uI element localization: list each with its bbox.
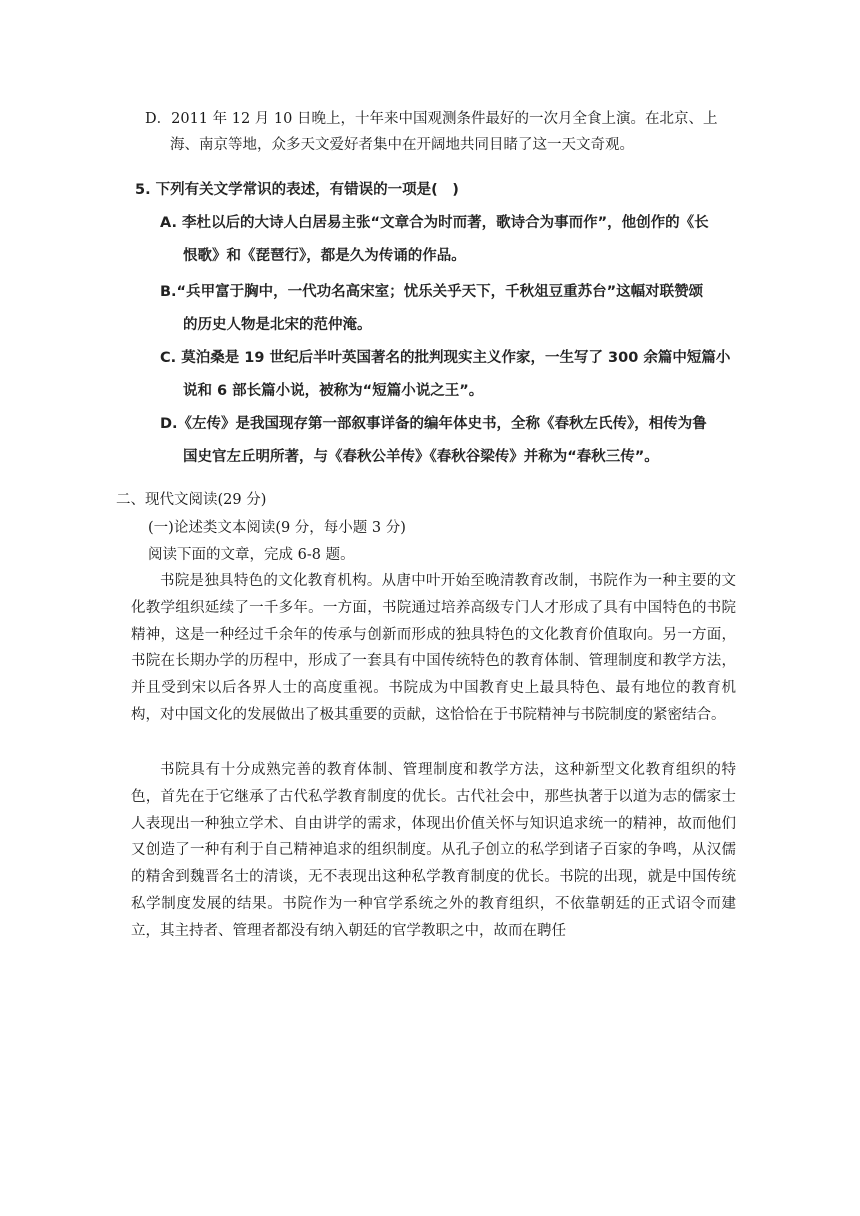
subsection-title: (一)论述类文本阅读(9 分，每小题 3 分)	[148, 520, 406, 536]
article-paragraph-1: 书院是独具特色的文化教育机构。从唐中叶开始至晚清教育改制，书院作为一种主要的文化教学组织延续了一千多年。一方面，书院通过培养高级专门人才形成了具有中国特色的书院精神，这是一种经过千余年的传承与创新而形成的独具特色的文化教育价值取向。另一方面，书院在长期办学的历程中，形成了一套具有中国传统特色的教育体制、管理制度和教学方法，并且受到宋以后各界人士的高度重视。书院成为中国教育史上最具特色、最有地位的教育机构，对中国文化的发展做出了极其重要的贡献，这恰恰在于书院精神与书院制度的紧密结合。	[131, 573, 736, 723]
q5-option-d-line1: D.《左传》是我国现存第一部叙事详备的编年体史书，全称《春秋左氏传》，相传为鲁	[160, 416, 707, 432]
q4-option-d-line2: 海、南京等地，众多天文爱好者集中在开阔地共同目睹了这一天文奇观。	[170, 137, 634, 153]
q5-option-c-line1: C. 莫泊桑是 19 世纪后半叶英国著名的批判现实主义作家，一生写了 300 余篇中短篇小	[160, 350, 731, 366]
q5-option-a-line1: A. 李杜以后的大诗人白居易主张“文章合为时而著，歌诗合为事而作”，他创作的《长	[160, 215, 709, 231]
q4-option-d-line1: D．2011 年 12 月 10 日晚上，十年来中国观测条件最好的一次月全食上演。在北京、上	[145, 111, 718, 127]
q5-option-b-line2: 的历史人物是北宋的范仲淹。	[183, 317, 372, 333]
reading-instruction: 阅读下面的文章，完成 6-8 题。	[148, 547, 355, 563]
q5-option-d-line2: 国史官左丘明所著，与《春秋公羊传》《春秋谷梁传》并称为“春秋三传”。	[183, 449, 659, 465]
section-title: 二、现代文阅读(29 分)	[116, 492, 267, 508]
article-paragraph-2: 书院具有十分成熟完善的教育体制、管理制度和教学方法，这种新型文化教育组织的特色，首先在于它继承了古代私学教育制度的优长。古代社会中，那些执著于以道为志的儒家士人表现出一种独立学术、自由讲学的需求，体现出价值关怀与知识追求统一的精神，故而他们又创造了一种有利于自己精神追求的组织制度。从孔子创立的私学到诸子百家的争鸣，从汉儒的精舍到魏晋名士的清谈，无不表现出这种私学教育制度的优长。书院的出现，就是中国传统私学制度发展的结果。书院作为一种官学系统之外的教育组织，不依靠朝廷的正式诏令而建立，其主持者、管理者都没有纳入朝廷的官学教职之中，故而在聘任	[131, 762, 736, 939]
q5-question: 5. 下列有关文学常识的表述，有错误的一项是( )	[135, 182, 459, 198]
q5-option-a-line2: 恨歌》和《琵琶行》，都是久为传诵的作品。	[183, 248, 466, 264]
q5-option-c-line2: 说和 6 部长篇小说，被称为“短篇小说之王”。	[183, 383, 484, 399]
q5-option-b-line1: B.“兵甲富于胸中，一代功名高宋室；忧乐关乎天下，千秋俎豆重苏台”这幅对联赞颂	[160, 284, 704, 300]
